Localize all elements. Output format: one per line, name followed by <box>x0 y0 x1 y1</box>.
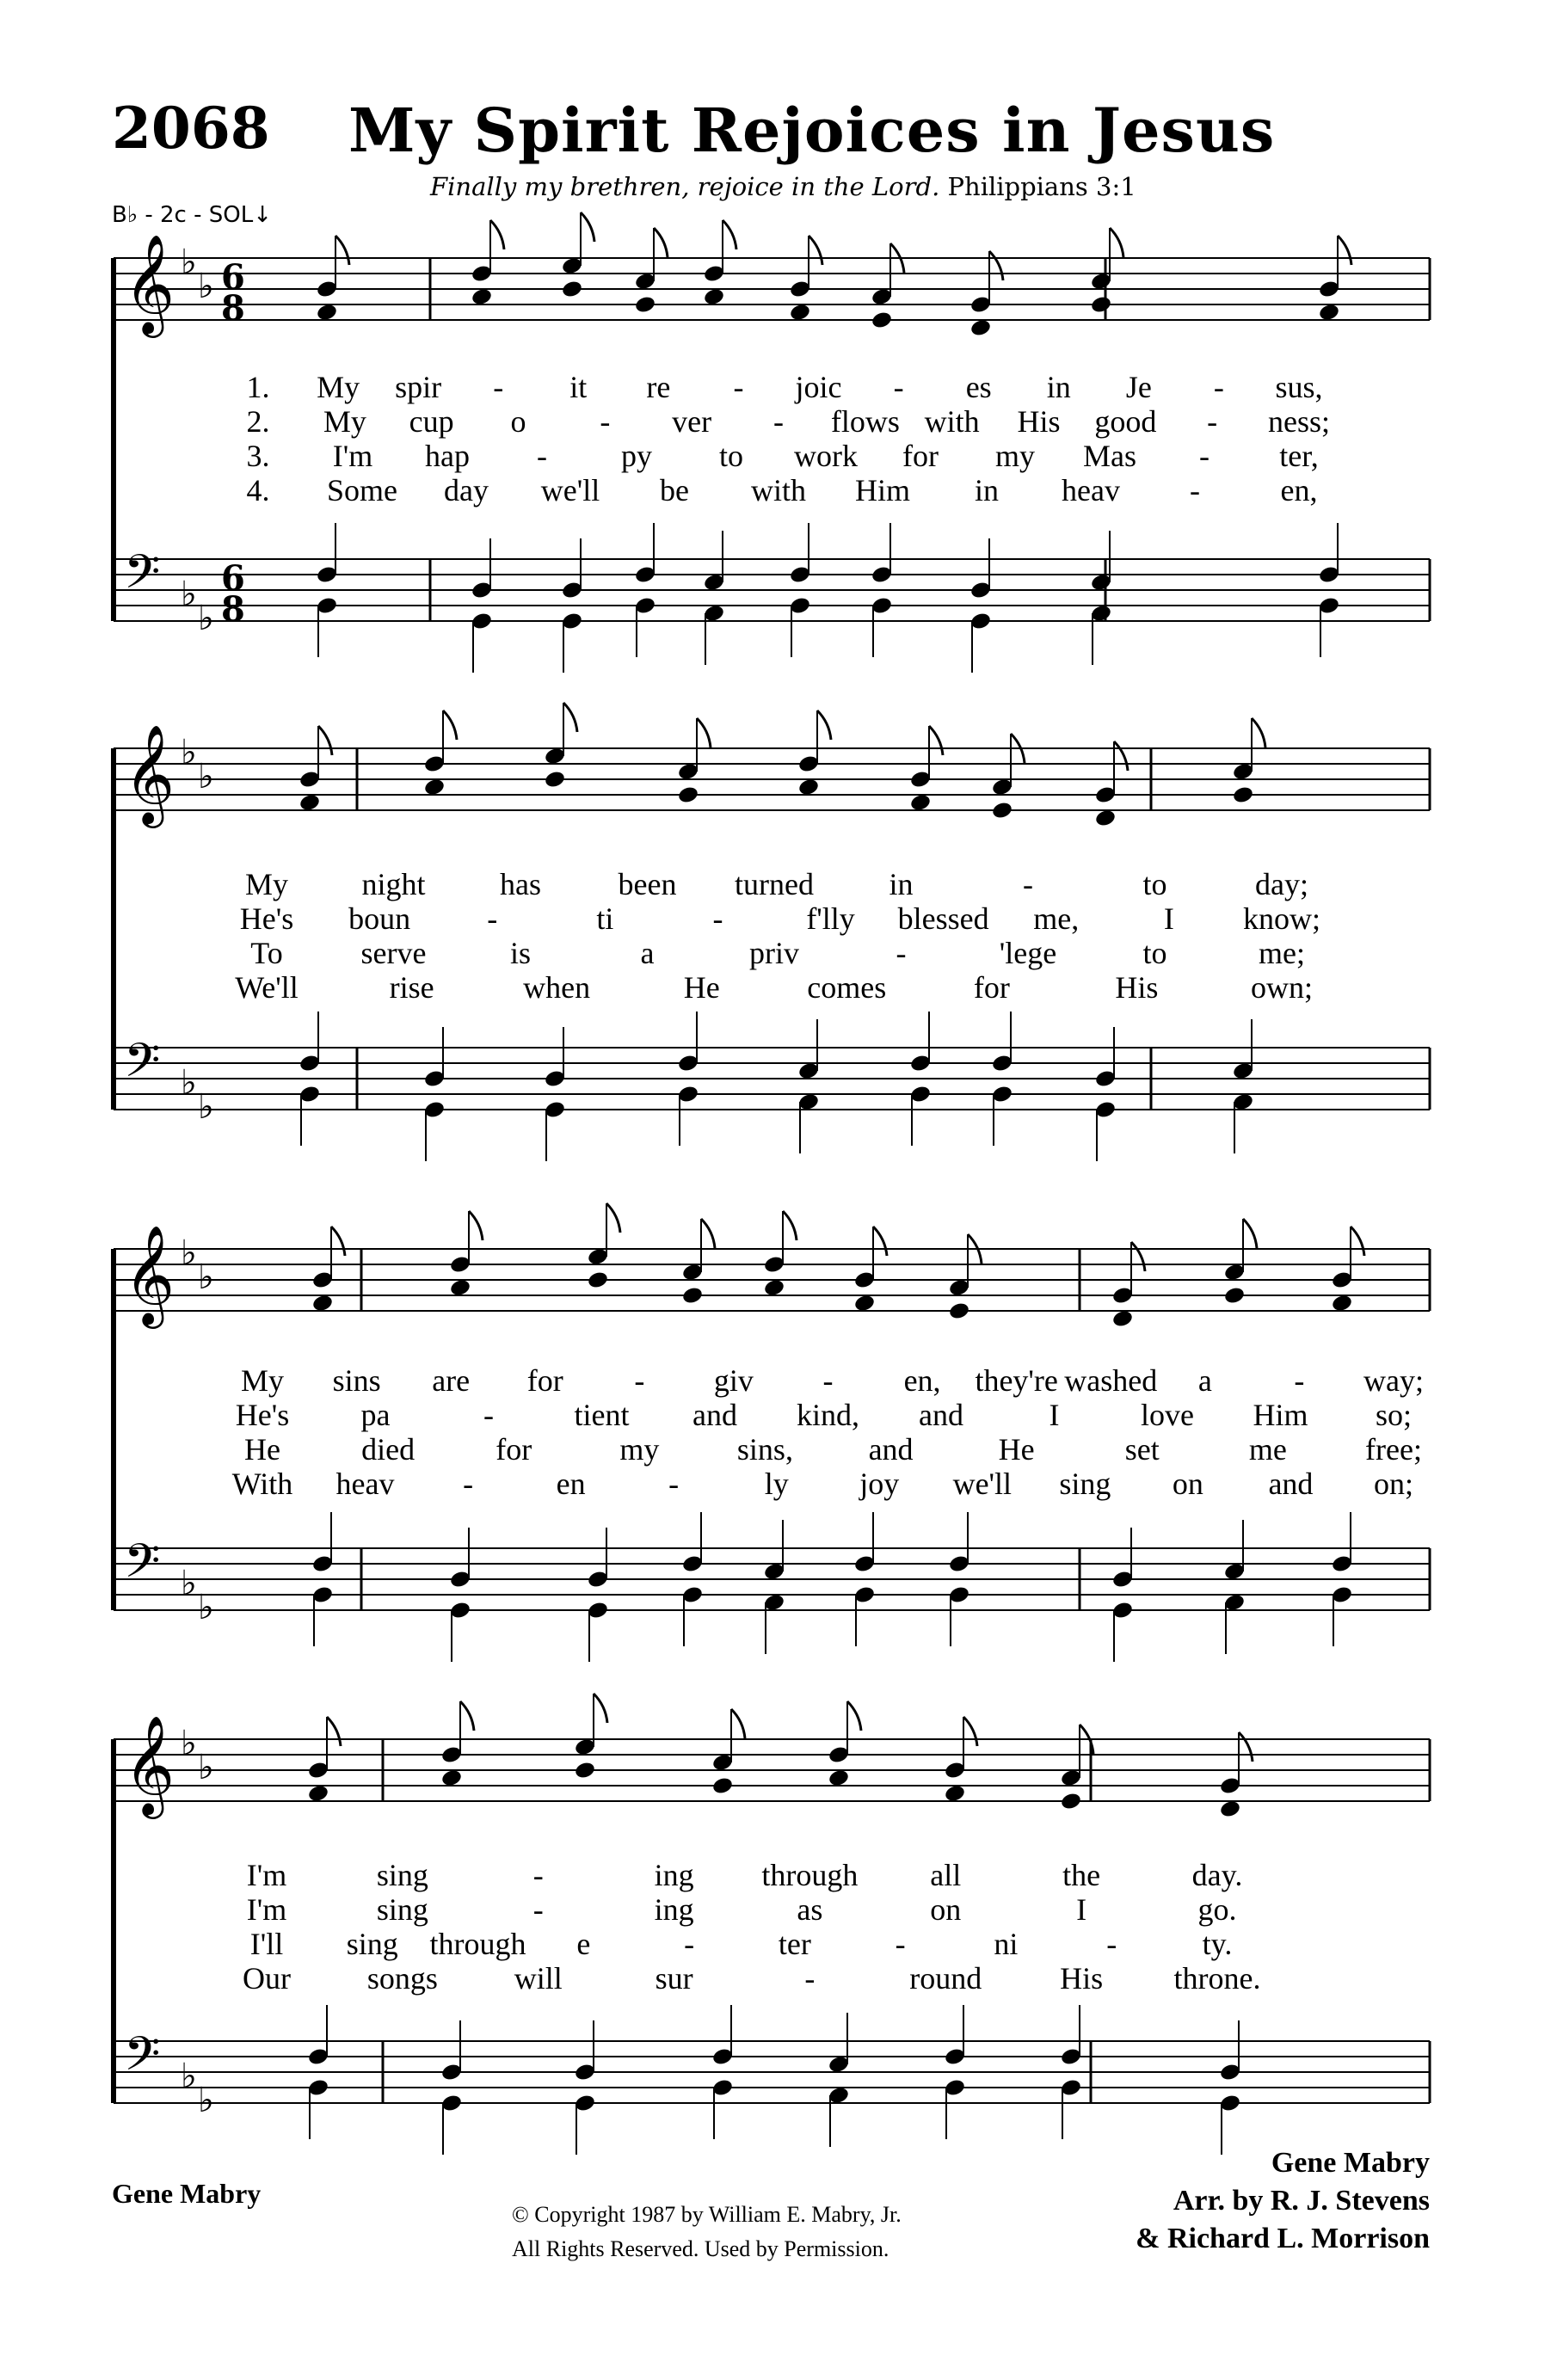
lyric-syllable: ter, <box>1279 439 1319 473</box>
time-signature-top: 6 <box>221 257 245 298</box>
lyric-syllable: I <box>1163 901 1174 936</box>
lyric-syllable: to <box>1142 867 1167 901</box>
note-head <box>1111 1309 1134 1329</box>
note-flag <box>581 212 594 242</box>
note-head <box>307 1784 329 1804</box>
lyric-syllable: en, <box>903 1363 941 1398</box>
lyric-syllable: - <box>1294 1363 1305 1398</box>
flat-sign: ♭ <box>181 1724 197 1763</box>
lyric-syllable: go. <box>1197 1892 1237 1927</box>
lyric-syllable: be <box>660 473 689 507</box>
lyric-syllable: He <box>998 1432 1035 1467</box>
lyric-syllable: has <box>500 867 541 901</box>
lyric-syllable: through <box>761 1858 859 1892</box>
lyric-syllable: - <box>712 901 723 936</box>
lyric-syllable: for <box>526 1363 563 1398</box>
copyright-line-1: © Copyright 1987 by William E. Mabry, Jr. <box>512 2202 902 2227</box>
words-author: Gene Mabry <box>112 2178 262 2209</box>
lyric-syllable: He's <box>239 901 294 936</box>
lyric-syllable: are <box>432 1363 471 1398</box>
lyric-syllable: the <box>1062 1858 1101 1892</box>
note-head <box>449 1278 471 1298</box>
note-flag <box>1114 741 1128 771</box>
lyric-syllable: to <box>718 439 744 473</box>
note-head <box>1090 295 1112 315</box>
lyric-syllable: with <box>750 473 807 507</box>
lyric-syllable: for <box>902 439 939 473</box>
flat-sign: ♭ <box>181 243 197 282</box>
lyric-syllable: me <box>1248 1432 1287 1467</box>
lyric-syllable: - <box>1106 1927 1117 1961</box>
lyric-syllable: my <box>994 439 1036 473</box>
note-head <box>871 311 893 330</box>
lyric-syllable: will <box>514 1961 563 1996</box>
note-flag <box>327 1717 341 1746</box>
lyric-syllable: is <box>509 936 532 970</box>
lyric-syllable: way; <box>1363 1363 1424 1398</box>
lyric-syllable: with <box>924 404 980 439</box>
lyric-syllable: His <box>1115 970 1159 1005</box>
note-flag <box>335 236 349 265</box>
lyric-syllable: been <box>618 867 677 901</box>
lyric-syllable: own; <box>1251 970 1313 1005</box>
lyric-syllable: ly <box>764 1467 789 1501</box>
lyric-syllable: ing <box>654 1858 694 1892</box>
lyric-syllable: set <box>1124 1432 1160 1467</box>
note-head <box>440 1768 463 1788</box>
lyric-syllable: es <box>965 370 992 404</box>
lyric-syllable: and <box>1268 1467 1314 1501</box>
note-head <box>561 280 583 299</box>
lyric-syllable: on <box>930 1892 962 1927</box>
arranger-line-2: & Richard L. Morrison <box>1136 2223 1430 2254</box>
lyric-syllable: heav <box>1062 473 1120 507</box>
note-head <box>797 778 820 797</box>
note-head <box>828 1768 850 1788</box>
note-flag <box>989 251 1003 280</box>
lyric-syllable: for <box>496 1432 532 1467</box>
time-signature-bottom: 8 <box>221 589 245 630</box>
lyric-syllable: kind, <box>796 1398 860 1432</box>
lyric-syllable: - <box>896 936 907 970</box>
flat-sign: ♭ <box>181 1063 197 1103</box>
lyric-syllable: ver <box>672 404 712 439</box>
lyric-syllable: ty. <box>1202 1927 1233 1961</box>
note-head <box>703 287 725 307</box>
lyric-syllable: 3. <box>246 439 270 473</box>
lyric-syllable: - <box>483 1398 494 1432</box>
lyric-syllable: - <box>893 370 904 404</box>
lyric-syllable: boun <box>348 901 411 936</box>
scripture-text: Finally my brethren, rejoice in the Lord. <box>430 172 940 201</box>
lyric-syllable: day. <box>1191 1858 1243 1892</box>
lyric-syllable: He <box>244 1432 280 1467</box>
lyric-syllable: - <box>1190 473 1200 507</box>
lyric-syllable: throne. <box>1173 1961 1261 1996</box>
flat-sign: ♭ <box>181 575 197 614</box>
note-head <box>763 1278 785 1298</box>
lyric-syllable: - <box>532 1858 544 1892</box>
lyric-syllable: all <box>930 1858 962 1892</box>
music-credits <box>1136 2144 1430 2258</box>
lyric-syllable: - <box>773 404 784 439</box>
flat-sign: ♭ <box>198 2081 214 2120</box>
flat-sign: ♭ <box>181 733 197 772</box>
treble-clef: 𝄞 <box>124 1714 175 1815</box>
note-head <box>634 295 656 315</box>
note-head <box>991 801 1013 821</box>
note-flag <box>594 1694 607 1723</box>
lyric-syllable: re <box>646 370 671 404</box>
key-info: B♭ - 2c - SOL↓ <box>112 202 272 228</box>
lyric-syllable: o <box>510 404 526 439</box>
note-head <box>944 1784 966 1804</box>
lyric-syllable: sur <box>655 1961 693 1996</box>
lyric-syllable: cup <box>409 404 454 439</box>
lyric-syllable: 4. <box>246 473 270 507</box>
lyric-syllable: and <box>868 1432 914 1467</box>
lyric-syllable: priv <box>749 936 799 970</box>
flat-sign: ♭ <box>198 267 214 306</box>
lyric-syllable: My <box>240 1363 285 1398</box>
lyric-syllable: Him <box>1253 1398 1308 1432</box>
lyric-syllable: - <box>804 1961 816 1996</box>
lyric-syllable: en, <box>1280 473 1318 507</box>
lyric-syllable: ter <box>778 1927 811 1961</box>
note-flag <box>1351 1227 1364 1256</box>
lyric-syllable: on; <box>1373 1467 1414 1501</box>
lyric-syllable: His <box>1060 1961 1104 1996</box>
lyric-syllable: when <box>523 970 591 1005</box>
note-flag <box>1110 228 1123 257</box>
lyric-syllable: sing <box>376 1858 428 1892</box>
lyric-syllable: flows <box>830 404 900 439</box>
note-flag <box>443 710 457 740</box>
lyric-syllable: - <box>600 404 611 439</box>
lyric-syllable: With <box>231 1467 293 1501</box>
lyric-syllable: day; <box>1255 867 1308 901</box>
copyright-notice <box>512 2198 902 2266</box>
note-flag <box>873 1227 887 1256</box>
lyric-syllable: to <box>1142 936 1167 970</box>
lyric-syllable: blessed <box>897 901 989 936</box>
lyric-syllable: night <box>361 867 426 901</box>
lyric-syllable: round <box>909 1961 982 1996</box>
lyric-syllable: Him <box>854 473 911 507</box>
time-signature-top: 6 <box>221 558 245 599</box>
lyric-syllable: 2. <box>246 404 270 439</box>
lyric-syllable: giv <box>713 1363 754 1398</box>
treble-clef: 𝄞 <box>124 1224 175 1325</box>
lyric-syllable: - <box>733 370 744 404</box>
flat-sign: ♭ <box>198 1087 214 1127</box>
note-flag <box>563 703 577 732</box>
lyric-syllable: we'll <box>952 1467 1013 1501</box>
lyric-syllable: me, <box>1033 901 1080 936</box>
lyric-syllable: in <box>889 867 914 901</box>
lyric-syllable: on <box>1172 1467 1203 1501</box>
note-head <box>423 778 446 797</box>
lyric-syllable: He's <box>235 1398 290 1432</box>
lyric-syllable: To <box>250 936 283 970</box>
lyric-syllable: day <box>444 473 489 507</box>
lyric-syllable: as <box>797 1892 823 1927</box>
lyric-syllable: so; <box>1375 1398 1413 1432</box>
lyric-syllable: ti <box>596 901 614 936</box>
note-head <box>1223 1286 1246 1306</box>
note-flag <box>783 1211 797 1240</box>
bass-clef: 𝄢 <box>124 2026 161 2093</box>
note-head <box>311 1294 334 1313</box>
lyric-syllable: Some <box>326 473 398 507</box>
note-flag <box>701 1219 715 1248</box>
lyric-syllable: free; <box>1365 1432 1422 1467</box>
note-head <box>1318 303 1340 323</box>
note-head <box>853 1294 876 1313</box>
lyric-syllable: through <box>429 1927 526 1961</box>
lyric-syllable: - <box>487 901 498 936</box>
lyric-syllable: they're <box>975 1363 1058 1398</box>
note-flag <box>469 1211 483 1240</box>
note-head <box>1094 809 1117 828</box>
lyric-syllable: Our <box>243 1961 291 1996</box>
note-head <box>1232 785 1254 805</box>
lyric-syllable: e <box>576 1927 591 1961</box>
flat-sign: ♭ <box>181 1564 197 1603</box>
lyric-syllable: and <box>919 1398 963 1432</box>
lyric-syllable: We'll <box>235 970 299 1005</box>
lyric-syllable: tient <box>574 1398 630 1432</box>
lyric-syllable: My <box>317 370 360 404</box>
lyric-syllable: I'll <box>249 1927 284 1961</box>
lyric-syllable: - <box>895 1927 906 1961</box>
copyright-line-2: All Rights Reserved. Used by Permission. <box>512 2236 889 2261</box>
note-head <box>1219 1799 1241 1819</box>
lyric-syllable: I'm <box>246 1892 287 1927</box>
treble-clef: 𝄞 <box>124 723 175 824</box>
composer: Gene Mabry <box>1271 2147 1430 2179</box>
lyric-syllable: - <box>1023 867 1033 901</box>
lyric-syllable: - <box>537 439 547 473</box>
flat-sign: ♭ <box>181 2057 197 2096</box>
note-flag <box>1131 1242 1145 1271</box>
note-flag <box>723 220 736 249</box>
lyric-syllable: Mas <box>1083 439 1136 473</box>
note-flag <box>847 1701 861 1731</box>
lyric-syllable: ness; <box>1268 404 1330 439</box>
flat-sign: ♭ <box>198 1748 214 1787</box>
note-head <box>574 1761 596 1780</box>
lyric-syllable: heav <box>335 1467 395 1501</box>
note-head <box>544 770 566 790</box>
note-flag <box>606 1203 620 1233</box>
lyric-syllable: in <box>974 473 1000 507</box>
lyric-syllable: spir <box>395 370 442 404</box>
lyric-syllable: I'm <box>332 439 373 473</box>
lyric-syllable: hap <box>425 439 470 473</box>
note-head <box>316 303 338 323</box>
lyric-syllable: washed <box>1064 1363 1158 1398</box>
note-flag <box>1252 718 1265 747</box>
treble-clef: 𝄞 <box>124 233 175 334</box>
lyric-syllable: my <box>619 1432 660 1467</box>
lyric-syllable: sing <box>376 1892 428 1927</box>
lyric-syllable: 1. <box>246 370 270 404</box>
lyric-syllable: rise <box>389 970 434 1005</box>
note-head <box>909 793 932 813</box>
lyric-syllable: died <box>361 1432 415 1467</box>
lyric-syllable: for <box>973 970 1010 1005</box>
lyric-syllable: He <box>683 970 720 1005</box>
note-head <box>789 303 811 323</box>
note-head <box>1331 1294 1353 1313</box>
bass-clef: 𝄢 <box>124 1534 161 1600</box>
note-head <box>587 1270 609 1290</box>
note-flag <box>1338 236 1351 265</box>
note-flag <box>1243 1219 1257 1248</box>
note-flag <box>654 228 668 257</box>
lyric-syllable: - <box>634 1363 645 1398</box>
lyric-syllable: My <box>244 867 289 901</box>
lyric-syllable: we'll <box>540 473 600 507</box>
note-flag <box>318 726 332 755</box>
lyric-syllable: - <box>493 370 504 404</box>
bass-clef: 𝄢 <box>124 544 161 611</box>
lyric-syllable: it <box>569 370 588 404</box>
lyric-syllable: - <box>684 1927 695 1961</box>
lyric-syllable: en <box>556 1467 586 1501</box>
lyric-syllable: - <box>532 1892 544 1927</box>
note-head <box>948 1301 970 1321</box>
note-flag <box>809 236 822 265</box>
lyric-syllable: comes <box>807 970 887 1005</box>
lyric-syllable: turned <box>735 867 814 901</box>
flat-sign: ♭ <box>198 757 214 796</box>
note-flag <box>929 726 943 755</box>
lyric-syllable: - <box>1213 370 1224 404</box>
lyric-syllable: I <box>1049 1398 1060 1432</box>
note-flag <box>963 1717 977 1746</box>
lyric-syllable: me; <box>1259 936 1305 970</box>
lyric-syllable: Je <box>1125 370 1152 404</box>
note-flag <box>817 710 831 740</box>
note-head <box>299 793 321 813</box>
lyric-syllable: sus, <box>1275 370 1323 404</box>
lyric-syllable: sing <box>1059 1467 1111 1501</box>
hymn-number: 2068 <box>112 95 270 162</box>
note-head <box>681 1286 704 1306</box>
note-head <box>1060 1792 1082 1811</box>
note-head <box>711 1776 734 1796</box>
lyric-syllable: and <box>692 1398 737 1432</box>
lyric-syllable: sins, <box>736 1432 793 1467</box>
lyric-syllable: a <box>640 936 655 970</box>
arranger-line-1: Arr. by R. J. Stevens <box>1173 2185 1430 2217</box>
lyric-syllable: pa <box>360 1398 391 1432</box>
lyric-syllable: songs <box>366 1961 438 1996</box>
hymn-title: My Spirit Rejoices in Jesus <box>348 95 1276 166</box>
lyric-syllable: work <box>794 439 858 473</box>
lyric-syllable: I <box>1076 1892 1087 1927</box>
lyric-syllable: - <box>463 1467 474 1501</box>
lyric-syllable: serve <box>360 936 427 970</box>
lyric-syllable: I'm <box>246 1858 287 1892</box>
note-flag <box>1239 1732 1253 1762</box>
note-head <box>969 318 992 338</box>
lyric-syllable: - <box>668 1467 680 1501</box>
note-flag <box>731 1709 745 1738</box>
note-flag <box>331 1227 345 1256</box>
bass-clef: 𝄢 <box>124 1033 161 1099</box>
flat-sign: ♭ <box>198 1258 214 1297</box>
flat-sign: ♭ <box>198 1588 214 1627</box>
lyric-syllable: - <box>822 1363 834 1398</box>
note-head <box>471 287 493 307</box>
note-flag <box>490 220 504 249</box>
lyric-syllable: ni <box>994 1927 1019 1961</box>
lyric-syllable: - <box>1207 404 1218 439</box>
lyric-syllable: sing <box>346 1927 398 1961</box>
lyric-syllable: My <box>323 404 366 439</box>
note-head <box>677 785 699 805</box>
lyric-syllable: joy <box>859 1467 900 1501</box>
lyric-syllable: ing <box>654 1892 694 1927</box>
lyric-syllable: py <box>621 439 652 473</box>
lyric-syllable: good <box>1094 404 1157 439</box>
lyric-syllable: - <box>1199 439 1210 473</box>
lyric-syllable: know; <box>1243 901 1320 936</box>
lyric-syllable: f'lly <box>806 901 855 936</box>
note-flag <box>697 718 711 747</box>
lyric-syllable: 'lege <box>999 936 1057 970</box>
note-flag <box>460 1701 474 1731</box>
flat-sign: ♭ <box>198 599 214 638</box>
lyric-syllable: joic <box>795 370 842 404</box>
flat-sign: ♭ <box>181 1233 197 1273</box>
lyric-syllable: love <box>1141 1398 1194 1432</box>
time-signature-bottom: 8 <box>221 288 245 329</box>
lyric-syllable: in <box>1046 370 1071 404</box>
lyric-syllable: His <box>1017 404 1061 439</box>
lyric-syllable: a <box>1197 1363 1212 1398</box>
scripture-reference: Philippians 3:1 <box>947 172 1136 201</box>
lyric-syllable: sins <box>332 1363 381 1398</box>
